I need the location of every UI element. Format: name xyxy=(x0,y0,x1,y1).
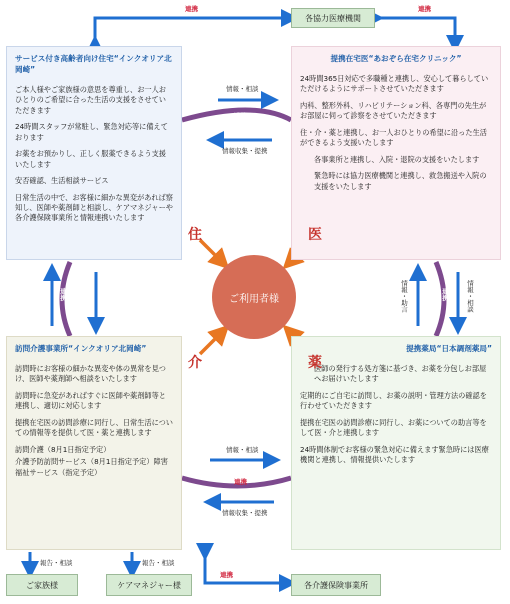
pharmacy-text: 医師の発行する処方箋に基づき、お薬を分包しお部屋へお届けいたします xyxy=(314,364,487,384)
label-i: 医 xyxy=(308,227,322,243)
link-top-right xyxy=(375,18,455,44)
mid-bottom-link-label: 連携 xyxy=(234,478,247,486)
panel-home-care xyxy=(6,336,182,550)
doctor-text: 24時間365日対応で多職種と連携し、安心して暮らしていただけるようにサポートさせていただきます xyxy=(300,74,489,94)
care-text: 介護予防訪問サービス（8月1日指定予定）障害福祉サービス（指定予定） xyxy=(15,457,168,477)
panel-housing-title: サービス付き高齢者向け住宅“インクオリア北岡崎” xyxy=(15,54,172,74)
link-top-left xyxy=(95,18,290,44)
panel-home-doctor-title: 提携在宅医“あおぞら在宅クリニック” xyxy=(330,54,462,63)
doctor-text: 内科、整形外科、リハビリテーション科、各専門の先生がお部屋に伺って診察をさせていただきます xyxy=(300,100,487,121)
user-center-circle: ご利用者様 xyxy=(212,255,296,339)
right-advice-label: 情報・助言 xyxy=(400,280,408,313)
label-yaku: 薬 xyxy=(308,355,322,371)
care-text: 提携在宅医の訪問診療に同行し、日常生活についての情報等を提供して医・薬と連携します xyxy=(15,417,173,438)
family-box: ご家族様 xyxy=(6,574,78,596)
link-to-insurance xyxy=(205,552,288,583)
mid-bottom-gather-label: 情報収集・提携 xyxy=(222,509,268,517)
caremanager-box: ケアマネジャー様 xyxy=(106,574,192,596)
insurance-offices-box: 各介護保険事業所 xyxy=(291,574,381,596)
right-consult-label: 情報・相談 xyxy=(466,280,474,313)
cooperating-hospitals-box: 各協力医療機関 xyxy=(291,8,375,28)
right-link-label: 連携 xyxy=(441,288,449,301)
care-text: 訪問介護（8月1日指定予定） xyxy=(15,444,111,454)
panel-housing xyxy=(6,46,182,260)
care-text: 訪問時に急変があればすぐに医師や薬剤師等と連携し、適切に対応します xyxy=(15,390,166,411)
housing-text: 24時間スタッフが常駐し、緊急対応等に備えております xyxy=(15,122,168,142)
doctor-text: 住・介・薬と連携し、お一人おひとりの希望に沿った生活ができるよう支援いたします xyxy=(300,127,487,148)
housing-text: 日常生活の中で、お客様に細かな異変があれば察知し、医師や薬剤師と相談し、ケアマネジャーや各介護保険事業所と情報連携いたします xyxy=(15,192,173,223)
mid-top-link-label: 連携 xyxy=(234,112,247,120)
mid-top-gather-label: 情報収集・提携 xyxy=(222,147,268,155)
label-kai: 介 xyxy=(188,355,202,371)
panel-pharmacy-title: 提携薬局“日本調剤薬局” xyxy=(406,344,492,353)
caremanager-report-label: 報告・相談 xyxy=(142,559,175,567)
label-ju: 住 xyxy=(188,227,202,243)
housing-text: 安否確認、生活相談サービス xyxy=(15,176,109,186)
pharmacy-text: 提携在宅医の訪問診療に同行し、お薬についての助言等をして医・介と連携します xyxy=(300,417,487,438)
top-left-link-label: 連携 xyxy=(185,5,198,13)
panel-pharmacy xyxy=(291,336,501,550)
orange-arrow-bl xyxy=(200,332,222,354)
doctor-text: 緊急時には協力医療機関と連携し、救急搬送や入院の支援をいたします xyxy=(314,171,487,191)
housing-text: お薬をお預かりし、正しく服薬できるよう支援いたします xyxy=(15,149,166,169)
care-text: 訪問時にお客様の細かな異変や体の異常を見つけ、医師や薬剤師へ相談をいたします xyxy=(15,364,166,384)
pharmacy-text: 定期的にご自宅に訪問し、お薬の説明・管理方法の確認を行わせていただきます xyxy=(300,390,487,411)
top-right-link-label: 連携 xyxy=(418,5,431,13)
left-link-label: 連携 xyxy=(59,288,67,301)
mid-bottom-info-label: 情報・相談 xyxy=(226,446,259,454)
panel-home-doctor xyxy=(291,46,501,260)
doctor-text: 各事業所と連携し、入院・退院の支援をいたします xyxy=(314,154,480,164)
orange-arrow-tl xyxy=(200,240,222,262)
housing-text: ご本人様やご家族様の意思を尊重し、お一人おひとりのご希望に合った生活の支援をさせていただきます xyxy=(15,85,166,115)
panel-home-care-title: 訪問介護事業所“インクオリア北岡崎” xyxy=(15,344,147,353)
insurance-link-label: 連携 xyxy=(220,571,233,579)
pharmacy-text: 24時間体制でお客様の緊急対応に備えます緊急時には医療機関と連携し、情報提供いたします xyxy=(300,444,489,465)
mid-top-info-label: 情報・相談 xyxy=(226,85,259,93)
family-report-label: 報告・相談 xyxy=(40,559,73,567)
